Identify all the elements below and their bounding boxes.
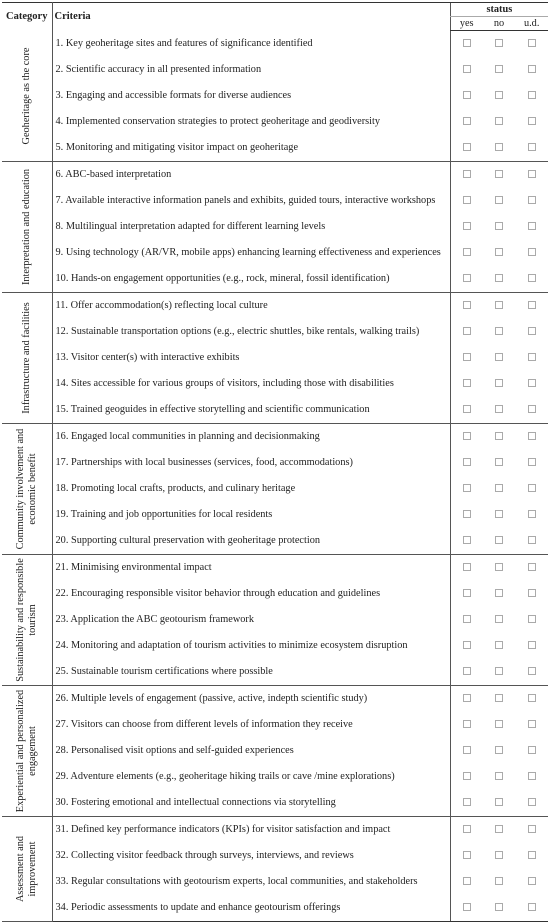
status-no-cell <box>483 659 516 686</box>
status-ud-checkbox[interactable] <box>528 536 536 544</box>
criterion-text: 9. Using technology (AR/VR, mobile apps) enhancing learning effectiveness and experiences <box>55 246 441 258</box>
criterion-text: 30. Fostering emotional and intellectual connections via storytelling <box>52 790 450 817</box>
status-ud-checkbox[interactable] <box>528 458 536 466</box>
status-no-checkbox[interactable] <box>495 117 503 125</box>
status-yes-checkbox[interactable] <box>463 903 471 911</box>
table-row <box>2 554 548 581</box>
status-no-checkbox[interactable] <box>495 563 503 571</box>
status-no-cell <box>483 109 516 135</box>
criterion-text: 23. Application the ABC geotourism framework <box>55 613 254 625</box>
status-yes-checkbox[interactable] <box>463 458 471 466</box>
status-yes-cell <box>450 502 483 528</box>
table-row <box>2 869 548 895</box>
criterion-text: 29. Adventure elements (e.g., geoheritage hiking trails or cave /mine explorations) <box>55 770 395 782</box>
criterion-text: 22. Encouraging responsible visitor behavior through education and guidelines <box>55 587 381 599</box>
status-yes-cell <box>450 188 483 214</box>
status-ud-cell <box>515 109 548 135</box>
table-row <box>2 371 548 397</box>
status-ud-cell <box>515 528 548 555</box>
criterion-text: 28. Personalised visit options and self-guided experiences <box>55 744 294 756</box>
status-ud-cell <box>515 214 548 240</box>
criterion-text: 31. Defined key performance indicators (KPIs) for visitor satisfaction and impact <box>55 823 391 835</box>
status-no-checkbox[interactable] <box>495 484 503 492</box>
criterion-text: 26. Multiple levels of engagement (passive, active, indepth scientific study) <box>55 692 368 704</box>
table-row <box>2 685 548 712</box>
checklist-table <box>2 2 548 922</box>
status-ud-cell <box>515 188 548 214</box>
status-ud-checkbox[interactable] <box>528 91 536 99</box>
status-no-cell <box>483 161 516 188</box>
status-no-cell <box>483 345 516 371</box>
status-yes-cell <box>450 843 483 869</box>
status-ud-cell <box>515 135 548 162</box>
status-ud-checkbox[interactable] <box>528 589 536 597</box>
status-no-checkbox[interactable] <box>495 536 503 544</box>
table-row <box>2 502 548 528</box>
category-cell <box>2 685 52 816</box>
status-ud-cell <box>515 371 548 397</box>
status-ud-checkbox[interactable] <box>528 353 536 361</box>
category-cell <box>2 31 52 162</box>
status-ud-cell <box>515 450 548 476</box>
status-yes-cell <box>450 712 483 738</box>
status-yes-cell <box>450 292 483 319</box>
status-ud-checkbox[interactable] <box>528 720 536 728</box>
status-no-checkbox[interactable] <box>495 589 503 597</box>
status-no-cell <box>483 319 516 345</box>
status-no-checkbox[interactable] <box>495 274 503 282</box>
criterion-text: 2. Scientific accuracy in all presented information <box>55 63 262 75</box>
status-yes-cell <box>450 895 483 922</box>
status-yes-cell <box>450 659 483 686</box>
status-no-cell <box>483 502 516 528</box>
status-no-checkbox[interactable] <box>495 327 503 335</box>
status-no-cell <box>483 83 516 109</box>
status-no-checkbox[interactable] <box>495 641 503 649</box>
status-no-cell <box>483 895 516 922</box>
table-row <box>2 843 548 869</box>
status-no-cell <box>483 554 516 581</box>
status-yes-checkbox[interactable] <box>463 746 471 754</box>
status-ud-checkbox[interactable] <box>528 903 536 911</box>
status-yes-checkbox[interactable] <box>463 196 471 204</box>
status-yes-checkbox[interactable] <box>463 65 471 73</box>
checklist-body <box>2 31 548 922</box>
category-cell <box>2 554 52 685</box>
status-no-checkbox[interactable] <box>495 248 503 256</box>
criterion-text: 32. Collecting visitor feedback through surveys, interviews, and reviews <box>55 849 354 861</box>
criterion-text: 27. Visitors can choose from different levels of information they receive <box>55 718 353 730</box>
status-ud-cell <box>515 738 548 764</box>
yes-column-header: yes <box>450 17 483 31</box>
status-yes-cell <box>450 476 483 502</box>
criterion-text: 34. Periodic assessments to update and enhance geotourism offerings <box>52 895 450 922</box>
status-yes-cell <box>450 109 483 135</box>
table-row <box>2 345 548 371</box>
status-ud-checkbox[interactable] <box>528 615 536 623</box>
table-row <box>2 57 548 83</box>
criterion-text: 11. Offer accommodation(s) reflecting local culture <box>55 299 268 311</box>
status-no-checkbox[interactable] <box>495 432 503 440</box>
status-no-checkbox[interactable] <box>495 615 503 623</box>
status-yes-cell <box>450 266 483 293</box>
criterion-text: 20. Supporting cultural preservation with geoheritage protection <box>52 528 450 555</box>
status-yes-cell <box>450 764 483 790</box>
table-row <box>2 816 548 843</box>
status-no-cell <box>483 476 516 502</box>
category-cell <box>2 423 52 554</box>
status-yes-cell <box>450 135 483 162</box>
status-yes-checkbox[interactable] <box>463 405 471 413</box>
status-no-checkbox[interactable] <box>495 39 503 47</box>
status-yes-cell <box>450 450 483 476</box>
status-ud-checkbox[interactable] <box>528 825 536 833</box>
status-no-cell <box>483 57 516 83</box>
criterion-text: 7. Available interactive information panels and exhibits, guided tours, interactive workshops <box>55 194 436 206</box>
status-ud-cell <box>515 764 548 790</box>
status-ud-cell <box>515 31 548 57</box>
status-ud-cell <box>515 161 548 188</box>
status-ud-cell <box>515 712 548 738</box>
table-row <box>2 397 548 424</box>
status-ud-checkbox[interactable] <box>528 851 536 859</box>
status-no-cell <box>483 607 516 633</box>
status-no-cell <box>483 790 516 817</box>
status-yes-checkbox[interactable] <box>463 39 471 47</box>
status-no-checkbox[interactable] <box>495 170 503 178</box>
status-ud-checkbox[interactable] <box>528 379 536 387</box>
table-row <box>2 266 548 293</box>
category-label: Community involvement and economic benefit <box>14 428 38 549</box>
table-row <box>2 319 548 345</box>
status-no-cell <box>483 581 516 607</box>
status-ud-cell <box>515 345 548 371</box>
status-ud-checkbox[interactable] <box>528 798 536 806</box>
status-yes-cell <box>450 83 483 109</box>
status-yes-checkbox[interactable] <box>463 536 471 544</box>
status-no-checkbox[interactable] <box>495 196 503 204</box>
table-row <box>2 528 548 555</box>
criterion-text: 19. Training and job opportunities for local residents <box>55 508 273 520</box>
criterion-text: 13. Visitor center(s) with interactive exhibits <box>55 351 240 363</box>
status-no-checkbox[interactable] <box>495 667 503 675</box>
status-no-checkbox[interactable] <box>495 825 503 833</box>
status-ud-cell <box>515 423 548 450</box>
status-ud-cell <box>515 83 548 109</box>
status-no-checkbox[interactable] <box>495 720 503 728</box>
status-yes-cell <box>450 633 483 659</box>
category-label: Sustainability and responsible tourism <box>14 557 38 682</box>
ud-column-header: u.d. <box>515 17 548 31</box>
status-ud-checkbox[interactable] <box>528 484 536 492</box>
criterion-text: 21. Minimising environmental impact <box>55 561 212 573</box>
status-yes-checkbox[interactable] <box>463 825 471 833</box>
status-ud-checkbox[interactable] <box>528 170 536 178</box>
status-ud-checkbox[interactable] <box>528 563 536 571</box>
category-cell <box>2 816 52 921</box>
category-column-header: Category <box>2 3 52 31</box>
status-yes-checkbox[interactable] <box>463 720 471 728</box>
table-row <box>2 450 548 476</box>
status-no-checkbox[interactable] <box>495 903 503 911</box>
status-no-checkbox[interactable] <box>495 694 503 702</box>
status-ud-cell <box>515 240 548 266</box>
table-row <box>2 895 548 922</box>
status-ud-cell <box>515 554 548 581</box>
status-yes-cell <box>450 345 483 371</box>
status-no-cell <box>483 450 516 476</box>
status-no-cell <box>483 397 516 424</box>
status-ud-cell <box>515 476 548 502</box>
table-row <box>2 292 548 319</box>
status-yes-cell <box>450 57 483 83</box>
status-ud-checkbox[interactable] <box>528 772 536 780</box>
status-no-checkbox[interactable] <box>495 65 503 73</box>
criterion-text: 8. Multilingual interpretation adapted for different learning levels <box>55 220 326 232</box>
criterion-text: 17. Partnerships with local businesses (services, food, accommodations) <box>55 456 353 468</box>
status-ud-checkbox[interactable] <box>528 327 536 335</box>
category-label: Interpretation and education <box>20 168 32 285</box>
status-ud-checkbox[interactable] <box>528 405 536 413</box>
status-yes-cell <box>450 607 483 633</box>
status-ud-checkbox[interactable] <box>528 65 536 73</box>
category-cell <box>2 292 52 423</box>
status-yes-cell <box>450 423 483 450</box>
status-no-checkbox[interactable] <box>495 746 503 754</box>
status-yes-cell <box>450 161 483 188</box>
status-ud-checkbox[interactable] <box>528 877 536 885</box>
category-label: Infrastructure and facilities <box>20 301 32 414</box>
status-yes-cell <box>450 528 483 555</box>
status-yes-checkbox[interactable] <box>463 274 471 282</box>
status-yes-checkbox[interactable] <box>463 798 471 806</box>
status-ud-cell <box>515 266 548 293</box>
status-yes-cell <box>450 869 483 895</box>
status-yes-cell <box>450 214 483 240</box>
status-yes-cell <box>450 685 483 712</box>
status-no-checkbox[interactable] <box>495 91 503 99</box>
table-row <box>2 240 548 266</box>
status-ud-cell <box>515 790 548 817</box>
criterion-text: 16. Engaged local communities in planning and decisionmaking <box>55 430 320 442</box>
criterion-text: 14. Sites accessible for various groups of visitors, including those with disabilities <box>55 377 394 389</box>
status-no-checkbox[interactable] <box>495 458 503 466</box>
status-no-cell <box>483 738 516 764</box>
status-ud-cell <box>515 319 548 345</box>
status-ud-checkbox[interactable] <box>528 301 536 309</box>
table-row <box>2 633 548 659</box>
status-yes-checkbox[interactable] <box>463 327 471 335</box>
status-no-checkbox[interactable] <box>495 877 503 885</box>
status-yes-checkbox[interactable] <box>463 851 471 859</box>
status-yes-checkbox[interactable] <box>463 91 471 99</box>
status-ud-cell <box>515 895 548 922</box>
status-yes-checkbox[interactable] <box>463 772 471 780</box>
status-no-cell <box>483 371 516 397</box>
table-row <box>2 581 548 607</box>
status-no-cell <box>483 843 516 869</box>
table-row <box>2 214 548 240</box>
status-ud-checkbox[interactable] <box>528 432 536 440</box>
category-label: Assessment and improvement <box>14 835 38 902</box>
criterion-text: 3. Engaging and accessible formats for diverse audiences <box>55 89 292 101</box>
status-yes-checkbox[interactable] <box>463 877 471 885</box>
status-yes-checkbox[interactable] <box>463 170 471 178</box>
status-yes-cell <box>450 554 483 581</box>
criterion-text: 33. Regular consultations with geotourism experts, local communities, and stakeholders <box>55 875 418 887</box>
status-yes-checkbox[interactable] <box>463 563 471 571</box>
status-ud-checkbox[interactable] <box>528 641 536 649</box>
status-yes-checkbox[interactable] <box>463 432 471 440</box>
status-yes-checkbox[interactable] <box>463 510 471 518</box>
status-yes-checkbox[interactable] <box>463 667 471 675</box>
table-row <box>2 764 548 790</box>
status-ud-cell <box>515 816 548 843</box>
status-yes-cell <box>450 816 483 843</box>
status-no-cell <box>483 188 516 214</box>
status-ud-checkbox[interactable] <box>528 510 536 518</box>
status-no-cell <box>483 423 516 450</box>
status-no-cell <box>483 266 516 293</box>
no-column-header: no <box>483 17 516 31</box>
status-ud-cell <box>515 843 548 869</box>
status-yes-checkbox[interactable] <box>463 301 471 309</box>
table-row <box>2 135 548 162</box>
status-no-checkbox[interactable] <box>495 405 503 413</box>
status-yes-cell <box>450 581 483 607</box>
status-yes-checkbox[interactable] <box>463 353 471 361</box>
status-no-cell <box>483 633 516 659</box>
status-ud-checkbox[interactable] <box>528 248 536 256</box>
status-yes-checkbox[interactable] <box>463 484 471 492</box>
status-no-cell <box>483 528 516 555</box>
status-yes-checkbox[interactable] <box>463 379 471 387</box>
status-no-cell <box>483 240 516 266</box>
status-ud-cell <box>515 633 548 659</box>
table-row <box>2 161 548 188</box>
status-ud-cell <box>515 607 548 633</box>
status-no-checkbox[interactable] <box>495 222 503 230</box>
status-no-checkbox[interactable] <box>495 379 503 387</box>
status-yes-cell <box>450 738 483 764</box>
table-row <box>2 790 548 817</box>
status-ud-cell <box>515 292 548 319</box>
status-no-checkbox[interactable] <box>495 143 503 151</box>
table-row <box>2 738 548 764</box>
category-label: Experiential and personalized engagement <box>14 689 38 812</box>
criterion-text: 25. Sustainable tourism certifications where possible <box>52 659 450 686</box>
status-ud-cell <box>515 581 548 607</box>
table-row <box>2 83 548 109</box>
status-no-checkbox[interactable] <box>495 301 503 309</box>
status-no-cell <box>483 816 516 843</box>
criterion-text: 4. Implemented conservation strategies to protect geoheritage and geodiversity <box>55 115 381 127</box>
criterion-text: 5. Monitoring and mitigating visitor impact on geoheritage <box>52 135 450 162</box>
status-no-cell <box>483 764 516 790</box>
status-ud-checkbox[interactable] <box>528 746 536 754</box>
status-ud-checkbox[interactable] <box>528 694 536 702</box>
status-yes-checkbox[interactable] <box>463 641 471 649</box>
status-yes-checkbox[interactable] <box>463 222 471 230</box>
criterion-text: 1. Key geoheritage sites and features of significance identified <box>55 37 313 49</box>
criterion-text: 12. Sustainable transportation options (e.g., electric shuttles, bike rentals, walking trails) <box>55 325 420 337</box>
status-yes-checkbox[interactable] <box>463 143 471 151</box>
status-no-cell <box>483 869 516 895</box>
status-yes-checkbox[interactable] <box>463 615 471 623</box>
status-ud-checkbox[interactable] <box>528 143 536 151</box>
status-ud-checkbox[interactable] <box>528 117 536 125</box>
status-no-cell <box>483 685 516 712</box>
table-row <box>2 712 548 738</box>
status-yes-checkbox[interactable] <box>463 248 471 256</box>
category-label: Geoheritage as the core <box>20 47 32 144</box>
table-row <box>2 423 548 450</box>
status-ud-cell <box>515 659 548 686</box>
status-yes-checkbox[interactable] <box>463 589 471 597</box>
category-cell <box>2 161 52 292</box>
criterion-text: 24. Monitoring and adaptation of tourism activities to minimize ecosystem disruption <box>55 639 408 651</box>
status-yes-cell <box>450 240 483 266</box>
table-row <box>2 659 548 686</box>
status-no-cell <box>483 214 516 240</box>
status-column-header: status <box>450 3 548 17</box>
status-yes-cell <box>450 371 483 397</box>
status-ud-checkbox[interactable] <box>528 222 536 230</box>
table-row <box>2 607 548 633</box>
status-no-checkbox[interactable] <box>495 798 503 806</box>
status-no-cell <box>483 712 516 738</box>
status-ud-checkbox[interactable] <box>528 274 536 282</box>
criterion-text: 6. ABC-based interpretation <box>55 168 172 180</box>
criterion-text: 15. Trained geoguides in effective storytelling and scientific communication <box>52 397 450 424</box>
status-no-cell <box>483 135 516 162</box>
criterion-text: 10. Hands-on engagement opportunities (e.g., rock, mineral, fossil identification) <box>52 266 450 293</box>
criteria-column-header: Criteria <box>52 3 450 31</box>
status-yes-checkbox[interactable] <box>463 694 471 702</box>
status-yes-cell <box>450 31 483 57</box>
status-ud-checkbox[interactable] <box>528 39 536 47</box>
status-ud-checkbox[interactable] <box>528 196 536 204</box>
status-ud-cell <box>515 502 548 528</box>
status-no-cell <box>483 292 516 319</box>
status-no-checkbox[interactable] <box>495 851 503 859</box>
status-ud-cell <box>515 397 548 424</box>
table-row <box>2 476 548 502</box>
status-yes-checkbox[interactable] <box>463 117 471 125</box>
status-ud-cell <box>515 57 548 83</box>
table-row <box>2 31 548 57</box>
status-no-checkbox[interactable] <box>495 510 503 518</box>
status-yes-cell <box>450 397 483 424</box>
status-ud-cell <box>515 685 548 712</box>
status-no-cell <box>483 31 516 57</box>
table-row <box>2 188 548 214</box>
status-no-checkbox[interactable] <box>495 772 503 780</box>
status-yes-cell <box>450 319 483 345</box>
criterion-text: 18. Promoting local crafts, products, and culinary heritage <box>55 482 296 494</box>
status-ud-checkbox[interactable] <box>528 667 536 675</box>
table-row <box>2 109 548 135</box>
status-yes-cell <box>450 790 483 817</box>
status-no-checkbox[interactable] <box>495 353 503 361</box>
status-ud-cell <box>515 869 548 895</box>
